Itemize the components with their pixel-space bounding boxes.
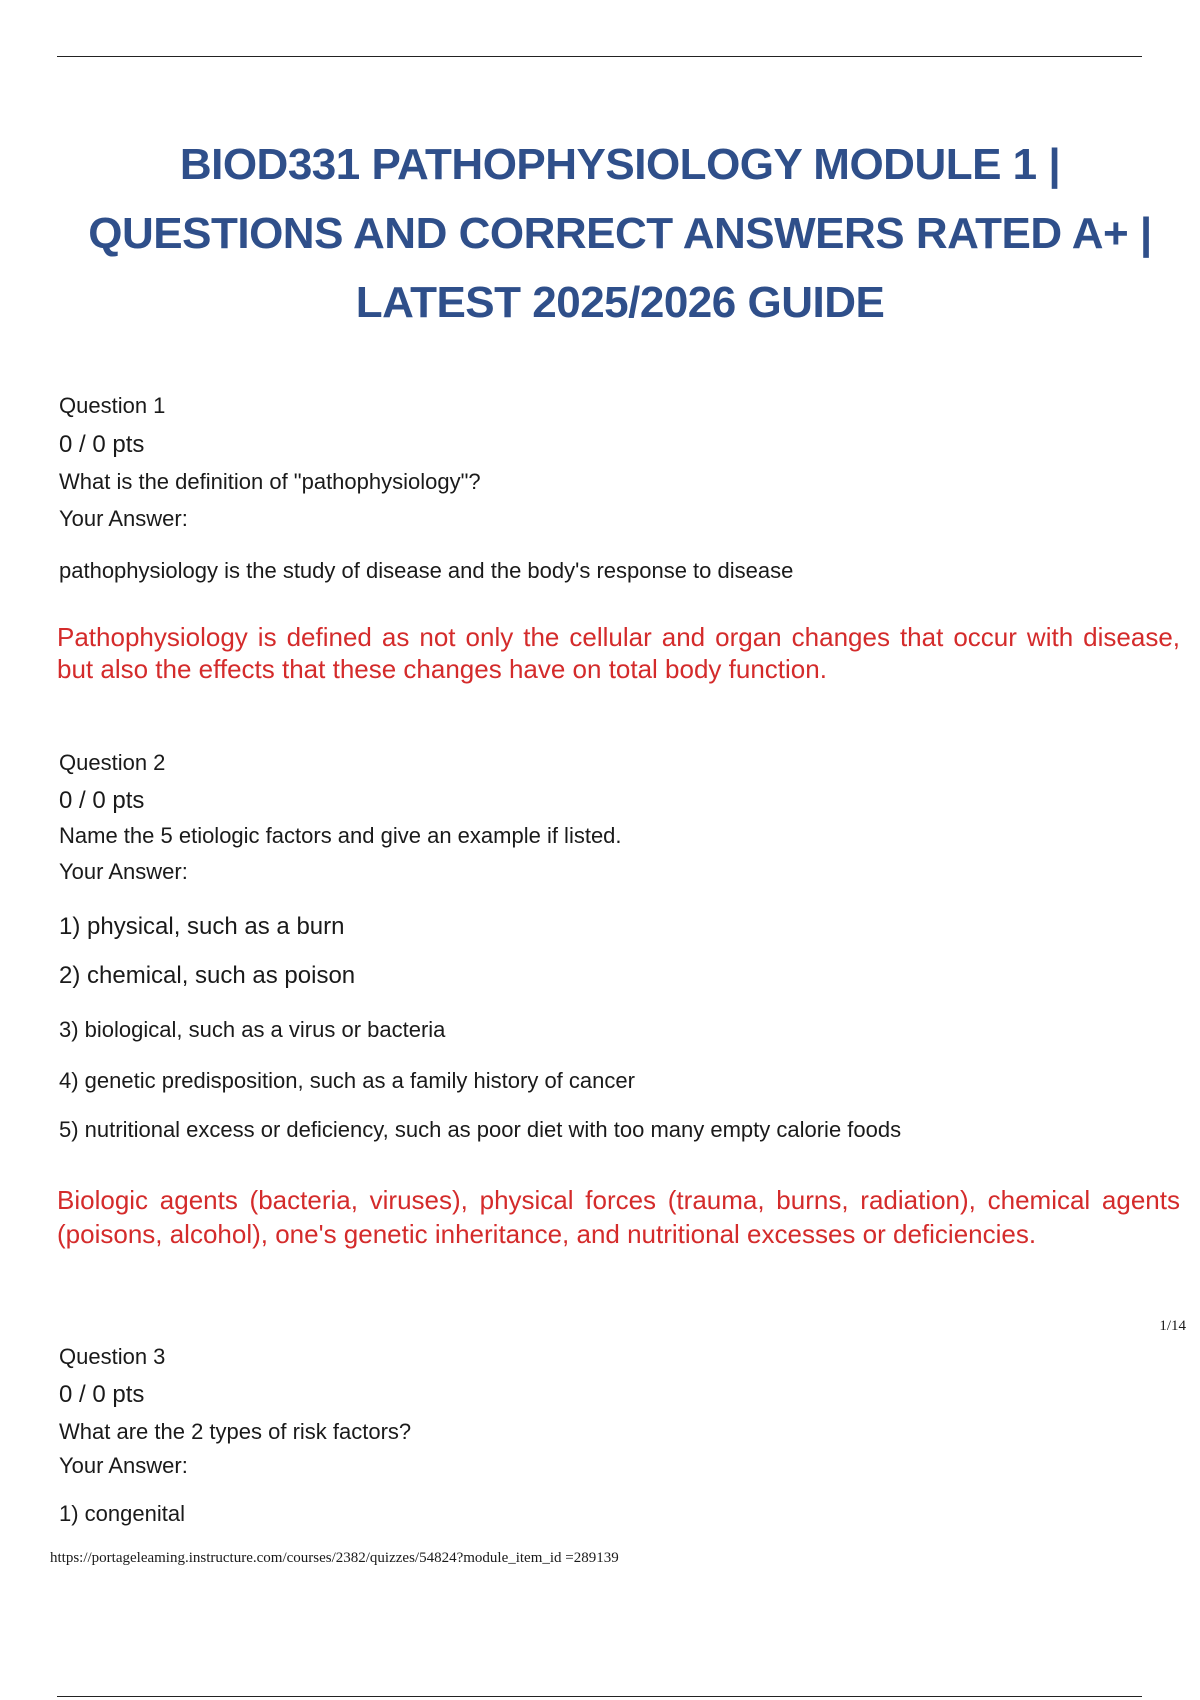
- question-1-correct-answer: Pathophysiology is defined as not only the cellular and organ changes that occur with disease, but also the effects that these changes have on total body function.: [57, 622, 1180, 684]
- question-2-answer-label: Your Answer:: [59, 859, 188, 884]
- source-url: https://portageleaming.instructure.com/courses/2382/quizzes/54824?module_item_id =289139: [50, 1550, 619, 1566]
- question-1-heading: Question 1: [59, 393, 166, 418]
- question-1-points: 0 / 0 pts: [59, 431, 145, 458]
- question-3-prompt: What are the 2 types of risk factors?: [59, 1419, 412, 1444]
- bottom-rule: [57, 1696, 1142, 1697]
- question-2-answer-item: 5) nutritional excess or deficiency, such as poor diet with too many empty calorie foods: [59, 1117, 902, 1142]
- question-3-points: 0 / 0 pts: [59, 1381, 145, 1408]
- question-2-heading: Question 2: [59, 750, 166, 775]
- question-2-answer-item: 1) physical, such as a burn: [59, 913, 345, 940]
- question-1-prompt: What is the definition of "pathophysiology"?: [59, 469, 481, 494]
- page-number: 1/14: [1159, 1318, 1186, 1334]
- title-line: QUESTIONS AND CORRECT ANSWERS RATED A+ |: [88, 209, 1152, 258]
- question-3-answer: 1) congenital: [59, 1501, 185, 1526]
- question-3-answer-label: Your Answer:: [59, 1453, 188, 1478]
- question-3-heading: Question 3: [59, 1344, 166, 1369]
- question-2-answer-item: 3) biological, such as a virus or bacteria: [59, 1017, 446, 1042]
- question-2-points: 0 / 0 pts: [59, 787, 145, 814]
- top-rule: [57, 56, 1142, 57]
- question-2-correct-answer: Biologic agents (bacteria, viruses), physical forces (trauma, burns, radiation), chemical agents (poisons, alcohol), one's genetic inheritance, and nutritional excesses or deficiencies.: [57, 1185, 1180, 1249]
- question-1-answer-label: Your Answer:: [59, 506, 188, 531]
- question-2-answer-item: 4) genetic predisposition, such as a family history of cancer: [59, 1068, 635, 1093]
- question-2-prompt: Name the 5 etiologic factors and give an example if listed.: [59, 823, 622, 848]
- document-title: [60, 130, 1180, 337]
- title-line: BIOD331 PATHOPHYSIOLOGY MODULE 1 |: [179, 140, 1061, 189]
- title-line: LATEST 2025/2026 GUIDE: [355, 278, 885, 327]
- question-2-answer-item: 2) chemical, such as poison: [59, 962, 356, 989]
- question-1-answer: pathophysiology is the study of disease and the body's response to disease: [59, 558, 794, 583]
